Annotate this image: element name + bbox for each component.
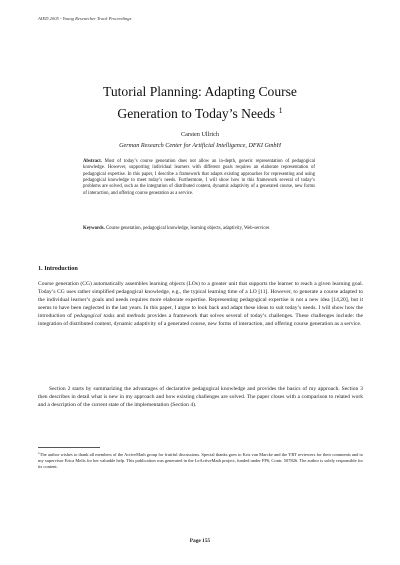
intro-p1-emphasis-methods: methods — [126, 313, 146, 320]
footnote-mark: 1 — [38, 451, 40, 455]
abstract-text: Most of today’s course generation does not allow an in-depth, generic representation of pedagogical knowledge. However, supporting individual learners with different goals requires an elaborate representation of pedagogical expertise. In this paper, I describe a framework that adapts existing approaches for representing and using pedagogical knowledge to meet today’s needs. Furthermore, I will show how in this framework several of today’s problems are solved, such as the integration of distributed content, dynamic adaptivity of a generated course, new forms of interaction, and offering course generation as a service. — [83, 159, 315, 196]
paper-title — [30, 82, 370, 123]
footnote — [38, 450, 363, 471]
intro-p1-part-c: provides a framework that solves several of today’s challenges. These challenges include: the integration of distributed content, dynamic adaptivity of a generated course, new forms of interaction, and offering course generation as a service. — [38, 313, 363, 328]
title-line-1: Tutorial Planning: Adapting Course — [103, 84, 297, 99]
abstract-label: Abstract. — [83, 159, 102, 164]
keywords — [83, 226, 315, 232]
page-number: Page 155 — [189, 538, 211, 544]
title-footnote-mark: 1 — [278, 106, 283, 115]
author-affiliation: German Research Center for Artificial Intelligence, DFKI GmbH — [119, 142, 281, 149]
intro-p1-part-b: and — [114, 313, 127, 320]
intro-paragraph-1 — [38, 280, 363, 328]
intro-paragraph-2: Section 2 starts by summarizing the advantages of declarative pedagogical knowledge and provides the basics of my approach. Section 3 then describes in detail what is new in my approach and how existing challenges are solved. The paper closes with a comparison to related work and a description of the current state of the implementation (Section 4). — [38, 386, 363, 409]
intro-p1-part-a: Course generation (CG) automatically assembles learning objects (LOs) to a greater unit that supports the learner to reach a given learning goal. Today’s CG uses rather simplified pedagogical knowledge, e.g., the typical learning time of a LO [11]. However, to generate a course adapted to the individual learner’s goals and needs requires more elaborate expertise. Representing pedagogical expertise is not a new idea [14,20], but it seems to have been neglected in the last years. In this paper, I argue to look back and adapt these ideas to suit today’s needs. I will show how the introduction of — [38, 281, 363, 320]
keywords-label: Keywords. — [83, 226, 105, 231]
title-line-2: Generation to Today’s Needs — [117, 106, 276, 121]
footnote-text: The author wishes to thank all members of the ActiveMath group for fruitful discussions. Special thanks goes to Kris van Marcke and the YRT reviewers for their comments and to my supervisor Erica Melis for her valuable help. This publication was generated in the LeActiveMath project, funded under FP6, Contr. 507826. The author is solely responsible for its content. — [38, 452, 363, 470]
author-name: Carsten Ullrich — [181, 131, 219, 138]
keywords-text: Course generation, pedagogical knowledge, learning objects, adaptivity, Web-services — [105, 226, 270, 231]
intro-p1-emphasis-tasks: pedagogical tasks — [73, 313, 115, 320]
section-heading: 1. Introduction — [38, 265, 78, 272]
footnote-divider — [38, 447, 100, 448]
abstract — [83, 159, 315, 197]
running-header: AIED 2005 - Young Researcher Track Proceedings — [38, 16, 132, 21]
